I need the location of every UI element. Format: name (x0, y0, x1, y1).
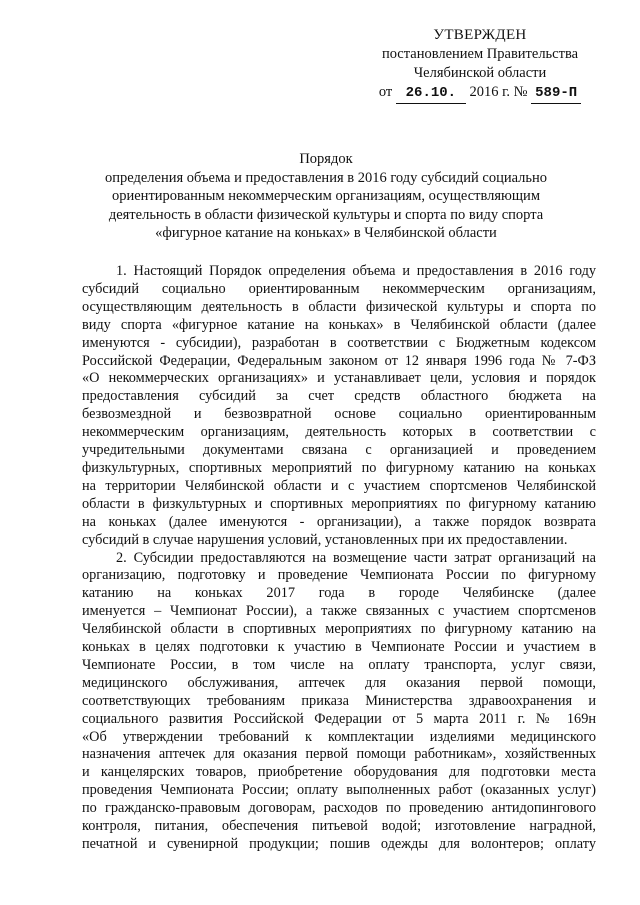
paragraph-2-line: катанию на коньках 2017 года в городе Челябинске (далее (82, 585, 596, 602)
paragraph-2-line: печатной и сувенирной продукции; пошив одежды для волонтеров; оплату (82, 836, 596, 852)
paragraph-1-line: на коньках (далее именуются - организации), а также порядок возврата (82, 513, 596, 530)
paragraph-2-line: Челябинской области в спортивных мероприятиях по фигурному катанию на (82, 621, 596, 638)
paragraph-1-line: виду спорта «фигурное катание на коньках» в Челябинской области (далее (82, 316, 596, 333)
paragraph-1-line: именуются - субсидии), разработан в соответствии с Бюджетным кодексом (82, 334, 596, 351)
approval-block (360, 26, 600, 104)
paragraph-2-line: соответствующих требованиям приказа Министерства здравоохранения и (82, 692, 596, 709)
paragraph-2-line: контроля, питания, обеспечения питьевой водой; изготовление наградной, (82, 818, 596, 835)
paragraph-1-line: субсидий в случае нарушения условий, установленных при их предоставлении. (82, 531, 568, 548)
paragraph-2-line: социального развития Российской Федерации от 5 марта 2011 г. № 169н (82, 710, 596, 727)
paragraph-1-line: безвозмездной и безвозвратной основе социально ориентированным (82, 406, 596, 423)
document-title (64, 150, 588, 243)
paragraph-2-line: медицинского обслуживания, аптечек для оказания первой помощи, (82, 674, 596, 691)
paragraph-1-line: предоставления субсидий за счет средств областного бюджета на (82, 388, 596, 405)
title-line: деятельность в области физической культуры и спорта по виду спорта (108, 206, 544, 223)
paragraph-1-line: 1. Настоящий Порядок определения объема и предоставления в 2016 году (116, 263, 596, 279)
paragraph-1-line: некоммерческим организациям, деятельность которых в соответствии с (82, 424, 596, 441)
approval-number-handwritten: 589-П (531, 84, 581, 104)
paragraph-1-line: физкультурных, спортивных мероприятий по фигурному катанию на коньках (82, 459, 596, 476)
paragraph-2-line: именуется – Чемпионат России), а также связанных с участием спортсменов (82, 603, 596, 620)
paragraph-2-line: «Об утверждении требований к комплектации изделиями медицинского (82, 728, 596, 745)
paragraph-2-line: и канцелярских товаров, приобретение оборудования для подготовки места (82, 764, 596, 781)
paragraph-2-line: назначения аптечек для оказания первой помощи работникам», хозяйственных (82, 746, 596, 763)
approval-date-handwritten: 26.10. (396, 84, 466, 104)
paragraph-1-line: Российской Федерации, Федеральным законом от 12 января 1996 года № 7-ФЗ (82, 352, 596, 369)
title-line: «фигурное катание на коньках» в Челябинской области (155, 225, 497, 241)
paragraph-2-line: организацию, подготовку и проведение Чемпионата России по фигурному (82, 567, 596, 584)
paragraph-1-line: «О некоммерческих организациях» и устанавливает цели, условия и порядок (82, 370, 596, 387)
approval-date-line (360, 83, 600, 104)
title-line: определения объема и предоставления в 2016 году субсидий социально (104, 169, 548, 186)
paragraph-1-line: учредительными документами связана с организацией и проведением (82, 442, 596, 459)
paragraph-1-line: осуществляющим деятельность в области физической культуры и спорта по (82, 298, 596, 315)
approval-line-1: постановлением Правительства (381, 46, 579, 62)
paragraph-2-line: коньках в целях подготовки к участию в Чемпионате России и участием в (82, 639, 596, 656)
paragraph-1-line: на территории Челябинской области и с участием спортсменов Челябинской (82, 477, 596, 494)
approval-from-word: от (378, 84, 393, 100)
title-line: ориентированным некоммерческим организациям, осуществляющим (111, 188, 540, 204)
paragraph-2-line: Чемпионате России, в том числе на оплату транспорта, услуг связи, (82, 656, 596, 673)
paragraph-1-line: области в физкультурных и спортивных мероприятиях по фигурному катанию (82, 495, 596, 512)
title-line: Порядок (299, 151, 353, 167)
paragraph-1-line: субсидий социально ориентированным некоммерческим организациям, (82, 280, 596, 297)
paragraph-2-line: проведения Чемпионата России; оплату выполненных работ (оказанных услуг) (82, 782, 596, 799)
approval-stamp: УТВЕРЖДЕН (433, 27, 527, 43)
approval-line-2: Челябинской области (413, 65, 547, 81)
paragraph-2-line: по гражданско-правовым договорам, расходов по проведению антидопингового (82, 800, 596, 817)
paragraph-2-line: 2. Субсидии предоставляются на возмещение части затрат организаций на (116, 549, 596, 566)
document-body (82, 263, 596, 854)
approval-year-text: 2016 г. № (469, 84, 528, 100)
